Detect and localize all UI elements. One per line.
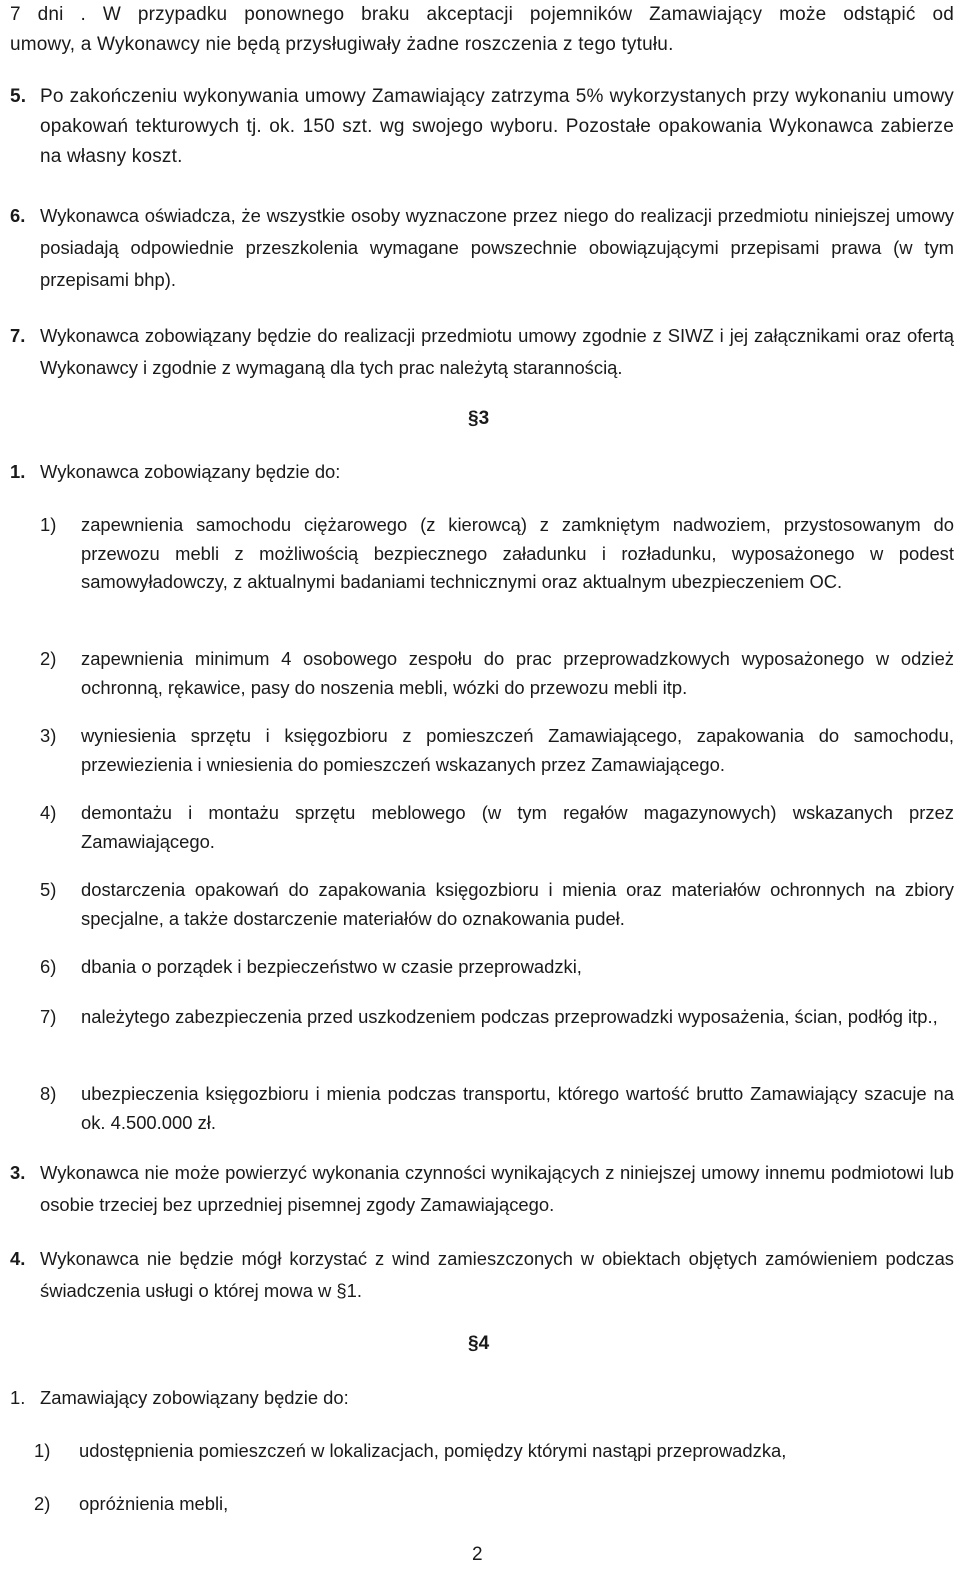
- intro-line-2: umowy, a Wykonawcy nie będą przysługiwały żadne roszczenia z tego tytułu.: [10, 34, 674, 55]
- subitem-text: zapewnienia minimum 4 osobowego zespołu do prac przeprowadzkowych wyposażonego w odzież ochronną, rękawice, pasy do noszenia mebli, wózki do przewozu mebli itp.: [81, 648, 954, 698]
- clause-7-number: 7.: [10, 325, 26, 346]
- section-3-subitem-7: [40, 1003, 954, 1032]
- clause-7-text: Wykonawca zobowiązany będzie do realizacji przedmiotu umowy zgodnie z SIWZ i jej załącznikami oraz ofertą Wykonawcy i zgodnie z wymaganą dla tych prac należytą starannością.: [40, 325, 954, 378]
- section-3-point-1-text: Wykonawca zobowiązany będzie do:: [40, 461, 341, 482]
- clause-6-text: Wykonawca oświadcza, że wszystkie osoby wyznaczone przez niego do realizacji przedmiotu niniejszej umowy posiadają odpowiednie przeszkolenia wymagane powszechnie obowiązującymi przepisami prawa (w tym przepisami bhp).: [40, 205, 954, 290]
- subitem-number: 3): [40, 725, 57, 746]
- section-3-subitem-8: [40, 1080, 954, 1137]
- subitem-number: 6): [40, 956, 57, 977]
- section-4-point-1: [10, 1383, 954, 1413]
- section-3-subitem-2: [40, 645, 954, 702]
- subitem-text: ubezpieczenia księgozbioru i mienia podczas transportu, którego wartość brutto Zamawiający szacuje na ok. 4.500.000 zł.: [81, 1083, 954, 1133]
- section-4-heading: §4: [468, 1333, 490, 1354]
- subitem-number: 1): [40, 514, 57, 535]
- section-3-subitem-1: [40, 511, 954, 597]
- subitem-number: 8): [40, 1083, 57, 1104]
- intro-line-1: 7 dni . W przypadku ponownego braku akceptacji pojemników Zamawiający może odstąpić od: [10, 4, 954, 25]
- subitem-text: udostępnienia pomieszczeń w lokalizacjach, pomiędzy którymi nastąpi przeprowadzka,: [79, 1440, 787, 1461]
- subitem-number: 2): [34, 1493, 51, 1514]
- subitem-text: opróżnienia mebli,: [79, 1493, 229, 1514]
- page-number: 2: [472, 1544, 483, 1565]
- subitem-text: demontażu i montażu sprzętu meblowego (w tym regałów magazynowych) wskazanych przez Zamawiającego.: [81, 802, 954, 852]
- subitem-text: dostarczenia opakowań do zapakowania księgozbioru i mienia oraz materiałów ochronnych na zbiory specjalne, a także dostarczenie materiałów do oznakowania pudeł.: [81, 879, 954, 929]
- clause-5-number: 5.: [10, 86, 27, 107]
- section-3-subitem-4: [40, 799, 954, 856]
- subitem-number: 7): [40, 1006, 57, 1027]
- section-3-subitem-6: [40, 953, 954, 982]
- section-4-point-1-text: Zamawiający zobowiązany będzie do:: [40, 1387, 349, 1408]
- section-3-point-3: [10, 1157, 954, 1221]
- section-4-point-1-number: 1.: [10, 1387, 26, 1408]
- clause-7: [10, 320, 954, 384]
- section-3-point-1-number: 1.: [10, 461, 26, 482]
- subitem-text: zapewnienia samochodu ciężarowego (z kierowcą) z zamkniętym nadwoziem, przystosowanym do przewozu mebli z możliwością bezpiecznego załadunku i rozładunku, wyposażonego w podest samowyładowczy, z aktualnymi badaniami technicznymi oraz aktualnym ubezpieczeniem OC.: [81, 514, 954, 592]
- section-3-point-3-text: Wykonawca nie może powierzyć wykonania czynności wynikających z niniejszej umowy innemu podmiotowi lub osobie trzeciej bez uprzedniej pisemnej zgody Zamawiającego.: [40, 1162, 954, 1215]
- section-3-point-4: [10, 1243, 954, 1307]
- subitem-text: wyniesienia sprzętu i księgozbioru z pomieszczeń Zamawiającego, zapakowania do samochodu, przewiezienia i wniesienia do pomieszczeń wskazanych przez Zamawiającego.: [81, 725, 954, 775]
- subitem-number: 2): [40, 648, 57, 669]
- section-4-subitem-1: [34, 1436, 954, 1466]
- clause-6-number: 6.: [10, 205, 26, 226]
- intro-paragraph: [10, 0, 954, 60]
- section-3-point-1: [10, 457, 954, 487]
- section-3-point-4-number: 4.: [10, 1248, 26, 1269]
- subitem-number: 1): [34, 1440, 51, 1461]
- clause-5: [10, 82, 954, 172]
- subitem-number: 4): [40, 802, 57, 823]
- section-4-subitem-2: [34, 1489, 954, 1519]
- clause-6: [10, 200, 954, 296]
- clause-5-text: Po zakończeniu wykonywania umowy Zamawiający zatrzyma 5% wykorzystanych przy wykonaniu umowy opakowań tekturowych tj. ok. 150 szt. wg swojego wyboru. Pozostałe opakowania Wykonawca zabierze na własny koszt.: [40, 86, 954, 167]
- subitem-number: 5): [40, 879, 57, 900]
- subitem-text: dbania o porządek i bezpieczeństwo w czasie przeprowadzki,: [81, 956, 582, 977]
- section-3-subitem-3: [40, 722, 954, 779]
- section-3-point-3-number: 3.: [10, 1162, 26, 1183]
- section-3-subitem-5: [40, 876, 954, 933]
- section-3-point-4-text: Wykonawca nie będzie mógł korzystać z wind zamieszczonych w obiektach objętych zamówieniem podczas świadczenia usługi o której mowa w §1.: [40, 1248, 954, 1301]
- section-3-heading: §3: [468, 408, 490, 429]
- subitem-text: należytego zabezpieczenia przed uszkodzeniem podczas przeprowadzki wyposażenia, ścian, podłóg itp.,: [81, 1006, 938, 1027]
